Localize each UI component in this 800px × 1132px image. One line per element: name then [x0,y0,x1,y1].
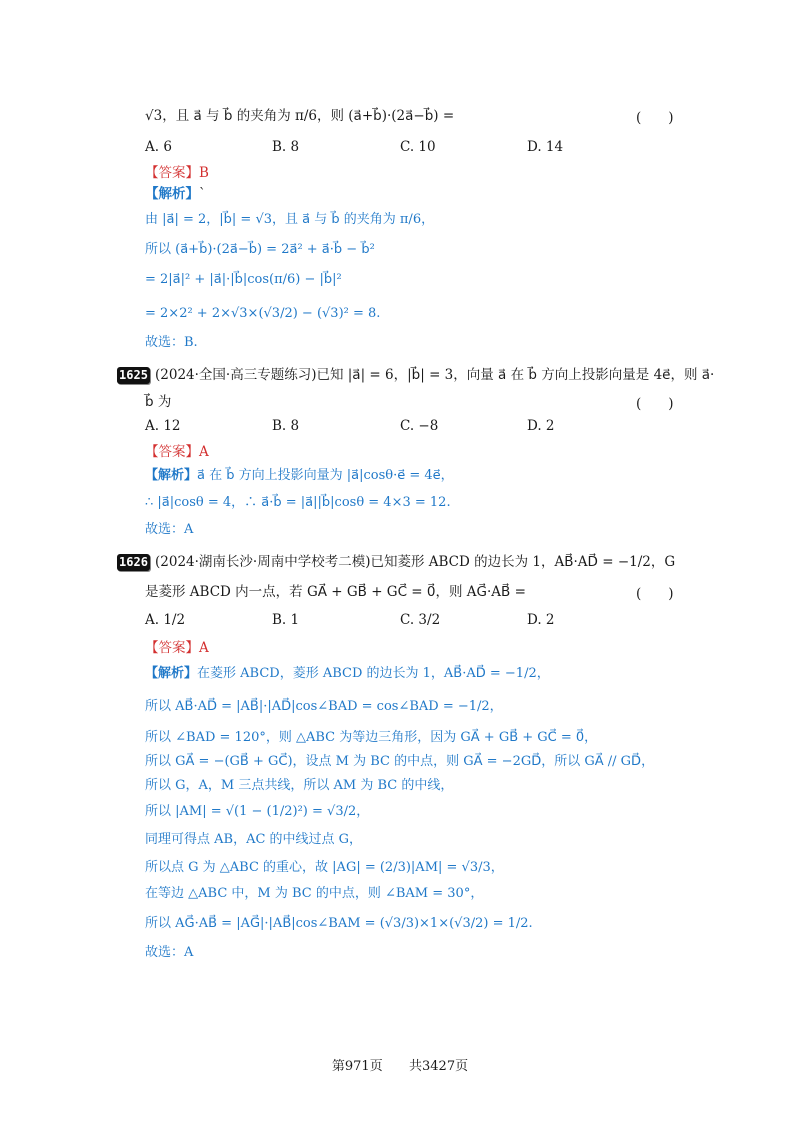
answer-value: B [199,165,209,181]
solution-step [145,664,550,684]
page-footer [0,1055,800,1074]
analysis-label: 【解析】 [145,468,198,483]
analysis-label: 【解析】 [145,666,198,681]
option-b: B. 1 [272,612,300,628]
option-b: B. 8 [272,418,300,434]
solution-step: 所以 GA⃗ = −(GB⃗ + GC⃗)，设点 M 为 BC 的中点，则 GA⃗ = −2GD⃗，所以 GA⃗ // GD⃗， [145,754,655,769]
answer-paren: ( ) [636,586,674,602]
answer-label: 【答案】 [145,640,199,656]
total-pages: 共3427页 [409,1059,469,1074]
answer-line [145,163,209,183]
solution-step: 在等边 △ABC 中，M 为 BC 的中点，则 ∠BAM = 30°， [145,886,484,901]
solution-step: ∴ |a⃗|cosθ = 4，∴ a⃗·b⃗ = |a⃗||b⃗|cosθ = 4×3 = 12. [145,495,451,510]
solution-step: = 2×2² + 2×√3×(√3/2) − (√3)² = 8. [145,306,381,321]
question-stem: (2024·全国·高三专题练习)已知 |a⃗| = 6，|b⃗| = 3，向量 a⃗ 在 b⃗ 方向上投影向量是 4e⃗，则 a⃗· [155,367,715,383]
solution-text: 在菱形 ABCD，菱形 ABCD 的边长为 1，AB⃗·AD⃗ = −1/2， [197,666,550,681]
option-c: C. 10 [400,139,436,155]
solution-step: 故选：A [145,522,194,537]
option-c: C. −8 [400,418,439,434]
option-b: B. 8 [272,139,300,155]
answer-line [145,638,209,658]
option-d: D. 14 [527,139,564,155]
solution-step [145,466,454,486]
solution-step: 所以 AG⃗·AB⃗ = |AG⃗|·|AB⃗|cos∠BAM = (√3/3)×1×(√3/2) = 1/2. [145,916,533,931]
solution-step: 故选：A [145,945,194,960]
option-a: A. 1/2 [145,612,186,628]
option-c: C. 3/2 [400,612,441,628]
option-d: D. 2 [527,612,555,628]
solution-step: 同理可得点 AB，AC 的中线过点 G， [145,832,363,847]
answer-paren: ( ) [636,110,674,126]
solution-step: 所以 (a⃗+b⃗)·(2a⃗−b⃗) = 2a⃗² + a⃗·b⃗ − b⃗² [145,242,375,257]
answer-value: A [199,444,209,460]
solution-step: 所以 |AM| = √(1 − (1/2)²) = √3/2， [145,804,370,819]
question-stem-continued: √3，且 a⃗ 与 b⃗ 的夹角为 π/6，则 (a⃗+b⃗)·(2a⃗−b⃗) = [145,108,455,124]
answer-label: 【答案】 [145,165,199,181]
question-stem: b⃗ 为 [145,394,172,410]
option-a: A. 6 [145,139,172,155]
solution-step: 所以 ∠BAD = 120°，则 △ABC 为等边三角形，因为 GA⃗ + GB⃗ + GC⃗ = 0⃗， [145,730,598,745]
answer-line [145,442,209,462]
answer-paren: ( ) [636,396,674,412]
question-stem: (2024·湖南长沙·周南中学校考二模)已知菱形 ABCD 的边长为 1，AB⃗·AD⃗ = −1/2，G [155,554,676,570]
answer-label: 【答案】 [145,444,199,460]
solution-step: 由 |a⃗| = 2，|b⃗| = √3，且 a⃗ 与 b⃗ 的夹角为 π/6， [145,212,435,227]
solution-text: a⃗ 在 b⃗ 方向上投影向量为 |a⃗|cosθ·e⃗ = 4e⃗， [197,468,454,483]
question-number-badge: 1626 [117,554,150,571]
solution-step: 故选：B. [145,335,198,350]
option-a: A. 12 [145,418,181,434]
page-number: 第971页 [331,1059,383,1074]
analysis-label: 【解析】 [145,186,199,202]
analysis-heading [145,184,206,204]
question-stem: 是菱形 ABCD 内一点，若 GA⃗ + GB⃗ + GC⃗ = 0⃗，则 AG⃗·AB⃗ = [145,584,526,600]
solution-step: = 2|a⃗|² + |a⃗|·|b⃗|cos(π/6) − |b⃗|² [145,272,342,287]
analysis-mark: ` [199,186,206,202]
option-d: D. 2 [527,418,555,434]
solution-step: 所以 G，A，M 三点共线，所以 AM 为 BC 的中线， [145,778,454,793]
solution-step: 所以 AB⃗·AD⃗ = |AB⃗|·|AD⃗|cos∠BAD = cos∠BAD = −1/2， [145,699,503,714]
answer-value: A [199,640,209,656]
question-number-badge: 1625 [117,367,150,384]
solution-step: 所以点 G 为 △ABC 的重心，故 |AG| = (2/3)|AM| = √3/3， [145,860,504,875]
